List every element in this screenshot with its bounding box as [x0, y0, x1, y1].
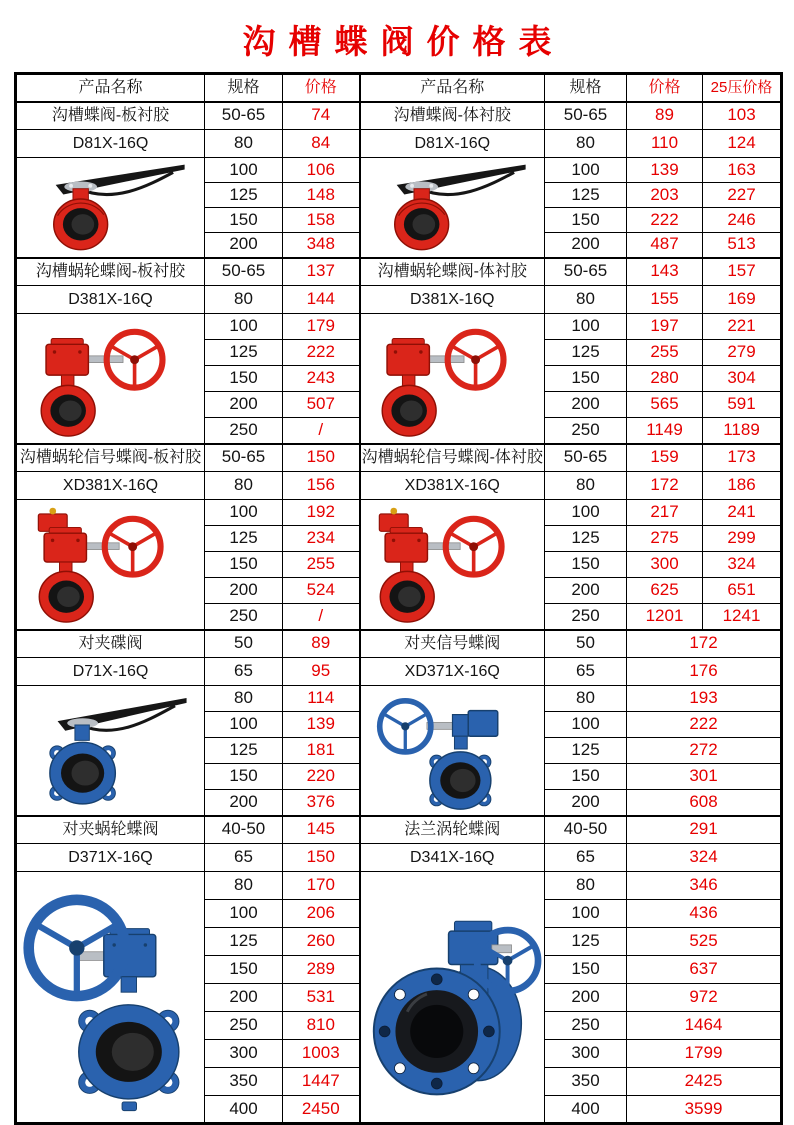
- spec-cell: 250: [545, 418, 627, 444]
- spec-cell: 150: [545, 208, 627, 233]
- price25-cell: 173: [703, 444, 782, 472]
- spec-cell: 300: [545, 1040, 627, 1068]
- price-cell: 156: [283, 472, 360, 500]
- price-cell: 84: [283, 130, 360, 158]
- spec-cell: 50-65: [545, 444, 627, 472]
- price-cell: 1003: [283, 1040, 360, 1068]
- table-row: [16, 314, 782, 340]
- price-cell: 1464: [627, 1012, 782, 1040]
- spec-cell: 50-65: [545, 258, 627, 286]
- product-model: XD371X-16Q: [360, 658, 545, 686]
- spec-cell: 125: [205, 340, 283, 366]
- price-cell: 150: [283, 844, 360, 872]
- spec-cell: 50: [205, 630, 283, 658]
- price-cell: 525: [627, 928, 782, 956]
- spec-cell: 200: [545, 578, 627, 604]
- price-cell: 243: [283, 366, 360, 392]
- price-cell: 139: [283, 712, 360, 738]
- spec-cell: 200: [205, 984, 283, 1012]
- product-model: D371X-16Q: [16, 844, 205, 872]
- spec-cell: 65: [205, 658, 283, 686]
- spec-cell: 150: [545, 552, 627, 578]
- price-cell: 95: [283, 658, 360, 686]
- price-cell: 275: [627, 526, 703, 552]
- spec-cell: 100: [205, 500, 283, 526]
- spec-cell: 250: [545, 604, 627, 630]
- spec-cell: 80: [545, 472, 627, 500]
- price-cell: 625: [627, 578, 703, 604]
- price-cell: 255: [627, 340, 703, 366]
- spec-cell: 150: [205, 552, 283, 578]
- price-cell: 1201: [627, 604, 703, 630]
- product-name: 对夹碟阀: [16, 630, 205, 658]
- spec-cell: 250: [205, 418, 283, 444]
- price-cell: 1447: [283, 1068, 360, 1096]
- spec-cell: 50-65: [205, 102, 283, 130]
- product-name: 沟槽蜗轮蝶阀-板衬胶: [16, 258, 205, 286]
- price-cell: 289: [283, 956, 360, 984]
- spec-cell: 250: [205, 1012, 283, 1040]
- spec-cell: 150: [545, 956, 627, 984]
- price-cell: 324: [627, 844, 782, 872]
- col-header-price25-right: 25压价格: [703, 74, 782, 102]
- table-row: [16, 444, 782, 472]
- product-photo-blue-flange-gear: [360, 872, 545, 1124]
- price-cell: 2425: [627, 1068, 782, 1096]
- product-model: D381X-16Q: [360, 286, 545, 314]
- col-header-product-left: 产品名称: [16, 74, 205, 102]
- price25-cell: 157: [703, 258, 782, 286]
- spec-cell: 250: [545, 1012, 627, 1040]
- header-row: [16, 74, 782, 102]
- spec-cell: 100: [205, 314, 283, 340]
- spec-cell: 200: [545, 233, 627, 258]
- price-cell: 193: [627, 686, 782, 712]
- product-name: 沟槽蝶阀-板衬胶: [16, 102, 205, 130]
- price25-cell: 324: [703, 552, 782, 578]
- price-cell: 272: [627, 738, 782, 764]
- table-row: [16, 258, 782, 286]
- spec-cell: 125: [545, 526, 627, 552]
- price-cell: 300: [627, 552, 703, 578]
- product-model: D81X-16Q: [360, 130, 545, 158]
- spec-cell: 100: [205, 900, 283, 928]
- spec-cell: 125: [205, 526, 283, 552]
- spec-cell: 125: [205, 738, 283, 764]
- table-row: [16, 500, 782, 526]
- col-header-price-left: 价格: [283, 74, 360, 102]
- price-cell: 144: [283, 286, 360, 314]
- price25-cell: 591: [703, 392, 782, 418]
- price-cell: 143: [627, 258, 703, 286]
- price-cell: 89: [283, 630, 360, 658]
- product-model: D381X-16Q: [16, 286, 205, 314]
- price-cell: 74: [283, 102, 360, 130]
- spec-cell: 125: [545, 738, 627, 764]
- price-cell: 301: [627, 764, 782, 790]
- spec-cell: 150: [205, 956, 283, 984]
- price-cell: 348: [283, 233, 360, 258]
- price25-cell: 1241: [703, 604, 782, 630]
- spec-cell: 200: [205, 392, 283, 418]
- table-row: [16, 130, 782, 158]
- spec-cell: 200: [545, 790, 627, 816]
- spec-cell: 150: [205, 366, 283, 392]
- price-cell: 179: [283, 314, 360, 340]
- price-cell: 972: [627, 984, 782, 1012]
- spec-cell: 125: [545, 340, 627, 366]
- spec-cell: 150: [205, 208, 283, 233]
- price-cell: 150: [283, 444, 360, 472]
- price25-cell: 124: [703, 130, 782, 158]
- price25-cell: 1189: [703, 418, 782, 444]
- product-model: D71X-16Q: [16, 658, 205, 686]
- price25-cell: 246: [703, 208, 782, 233]
- price-cell: 1149: [627, 418, 703, 444]
- spec-cell: 100: [545, 314, 627, 340]
- price-cell: 565: [627, 392, 703, 418]
- spec-cell: 65: [545, 658, 627, 686]
- price25-cell: 241: [703, 500, 782, 526]
- product-name: 沟槽蝶阀-体衬胶: [360, 102, 545, 130]
- spec-cell: 80: [545, 286, 627, 314]
- price-cell: 260: [283, 928, 360, 956]
- price25-cell: 279: [703, 340, 782, 366]
- price-cell: 192: [283, 500, 360, 526]
- price-cell: 197: [627, 314, 703, 340]
- spec-cell: 400: [545, 1096, 627, 1124]
- price-cell: 222: [627, 712, 782, 738]
- price25-cell: 163: [703, 158, 782, 183]
- spec-cell: 150: [205, 764, 283, 790]
- price-cell: 608: [627, 790, 782, 816]
- spec-cell: 150: [545, 366, 627, 392]
- price-cell: 139: [627, 158, 703, 183]
- product-photo-red-gear-signal: [360, 500, 545, 630]
- price-cell: /: [283, 418, 360, 444]
- spec-cell: 50: [545, 630, 627, 658]
- product-photo-blue-gear: [16, 872, 205, 1124]
- product-name: 沟槽蜗轮信号蝶阀-体衬胶: [360, 444, 545, 472]
- spec-cell: 80: [205, 472, 283, 500]
- table-row: [16, 158, 782, 183]
- product-model: D81X-16Q: [16, 130, 205, 158]
- product-name: 对夹蜗轮蝶阀: [16, 816, 205, 844]
- spec-cell: 125: [205, 183, 283, 208]
- table-row: [16, 630, 782, 658]
- price-cell: 222: [627, 208, 703, 233]
- spec-cell: 200: [205, 578, 283, 604]
- price-cell: 436: [627, 900, 782, 928]
- price-cell: 487: [627, 233, 703, 258]
- product-model: XD381X-16Q: [16, 472, 205, 500]
- table-row: [16, 686, 782, 712]
- price25-cell: 221: [703, 314, 782, 340]
- price-cell: 280: [627, 366, 703, 392]
- price-cell: 531: [283, 984, 360, 1012]
- price-table: [14, 72, 783, 1125]
- spec-cell: 100: [545, 500, 627, 526]
- price-cell: 810: [283, 1012, 360, 1040]
- page-title: 沟槽蝶阀价格表: [242, 23, 565, 60]
- price25-cell: 651: [703, 578, 782, 604]
- spec-cell: 50-65: [205, 444, 283, 472]
- price-cell: 524: [283, 578, 360, 604]
- spec-cell: 125: [545, 928, 627, 956]
- product-photo-red-lever: [360, 158, 545, 258]
- product-photo-red-gear: [16, 314, 205, 444]
- spec-cell: 80: [205, 872, 283, 900]
- spec-cell: 200: [545, 392, 627, 418]
- spec-cell: 150: [545, 764, 627, 790]
- table-row: [16, 844, 782, 872]
- spec-cell: 400: [205, 1096, 283, 1124]
- spec-cell: 350: [545, 1068, 627, 1096]
- price-cell: 155: [627, 286, 703, 314]
- spec-cell: 80: [205, 130, 283, 158]
- product-photo-blue-gear-signal: [360, 686, 545, 816]
- spec-cell: 80: [545, 130, 627, 158]
- spec-cell: 100: [545, 158, 627, 183]
- table-row: [16, 286, 782, 314]
- spec-cell: 80: [545, 872, 627, 900]
- price-cell: 89: [627, 102, 703, 130]
- spec-cell: 100: [205, 158, 283, 183]
- price-cell: 206: [283, 900, 360, 928]
- price-cell: 148: [283, 183, 360, 208]
- price-cell: 234: [283, 526, 360, 552]
- spec-cell: 40-50: [545, 816, 627, 844]
- col-header-spec-left: 规格: [205, 74, 283, 102]
- spec-cell: 100: [205, 712, 283, 738]
- product-photo-red-gear: [360, 314, 545, 444]
- table-row: [16, 872, 782, 900]
- price25-cell: 169: [703, 286, 782, 314]
- spec-cell: 350: [205, 1068, 283, 1096]
- price25-cell: 513: [703, 233, 782, 258]
- product-name: 法兰涡轮蝶阀: [360, 816, 545, 844]
- spec-cell: 200: [205, 790, 283, 816]
- col-header-spec-right: 规格: [545, 74, 627, 102]
- table-row: [16, 658, 782, 686]
- price-cell: 507: [283, 392, 360, 418]
- spec-cell: 80: [545, 686, 627, 712]
- price-cell: 346: [627, 872, 782, 900]
- spec-cell: 65: [205, 844, 283, 872]
- price-cell: 137: [283, 258, 360, 286]
- price25-cell: 186: [703, 472, 782, 500]
- spec-cell: 50-65: [545, 102, 627, 130]
- price-cell: 222: [283, 340, 360, 366]
- price-cell: 3599: [627, 1096, 782, 1124]
- spec-cell: 40-50: [205, 816, 283, 844]
- price-cell: 176: [627, 658, 782, 686]
- spec-cell: 125: [205, 928, 283, 956]
- product-name: 沟槽蜗轮信号蝶阀-板衬胶: [16, 444, 205, 472]
- spec-cell: 250: [205, 604, 283, 630]
- product-model: XD381X-16Q: [360, 472, 545, 500]
- price-cell: 203: [627, 183, 703, 208]
- spec-cell: 80: [205, 286, 283, 314]
- price-cell: 110: [627, 130, 703, 158]
- price-cell: 255: [283, 552, 360, 578]
- price-cell: 217: [627, 500, 703, 526]
- price-cell: 1799: [627, 1040, 782, 1068]
- product-photo-blue-lever: [16, 686, 205, 816]
- price-cell: 106: [283, 158, 360, 183]
- price-cell: /: [283, 604, 360, 630]
- table-body: [16, 102, 782, 1124]
- price-cell: 114: [283, 686, 360, 712]
- price-cell: 159: [627, 444, 703, 472]
- spec-cell: 300: [205, 1040, 283, 1068]
- price-cell: 158: [283, 208, 360, 233]
- spec-cell: 100: [545, 712, 627, 738]
- table-row: [16, 102, 782, 130]
- price-cell: 2450: [283, 1096, 360, 1124]
- table-row: [16, 472, 782, 500]
- price-cell: 220: [283, 764, 360, 790]
- price-cell: 376: [283, 790, 360, 816]
- spec-cell: 100: [545, 900, 627, 928]
- product-name: 对夹信号蝶阀: [360, 630, 545, 658]
- spec-cell: 200: [205, 233, 283, 258]
- spec-cell: 50-65: [205, 258, 283, 286]
- price-cell: 170: [283, 872, 360, 900]
- price-cell: 172: [627, 472, 703, 500]
- product-photo-red-lever: [16, 158, 205, 258]
- price-cell: 291: [627, 816, 782, 844]
- price25-cell: 304: [703, 366, 782, 392]
- price25-cell: 227: [703, 183, 782, 208]
- price25-cell: 103: [703, 102, 782, 130]
- price-cell: 637: [627, 956, 782, 984]
- price-cell: 181: [283, 738, 360, 764]
- price25-cell: 299: [703, 526, 782, 552]
- spec-cell: 65: [545, 844, 627, 872]
- product-model: D341X-16Q: [360, 844, 545, 872]
- spec-cell: 200: [545, 984, 627, 1012]
- table-row: [16, 816, 782, 844]
- product-photo-red-gear-signal: [16, 500, 205, 630]
- col-header-product-right: 产品名称: [360, 74, 545, 102]
- spec-cell: 125: [545, 183, 627, 208]
- product-name: 沟槽蜗轮蝶阀-体衬胶: [360, 258, 545, 286]
- spec-cell: 80: [205, 686, 283, 712]
- price-cell: 172: [627, 630, 782, 658]
- price-cell: 145: [283, 816, 360, 844]
- col-header-price-right: 价格: [627, 74, 703, 102]
